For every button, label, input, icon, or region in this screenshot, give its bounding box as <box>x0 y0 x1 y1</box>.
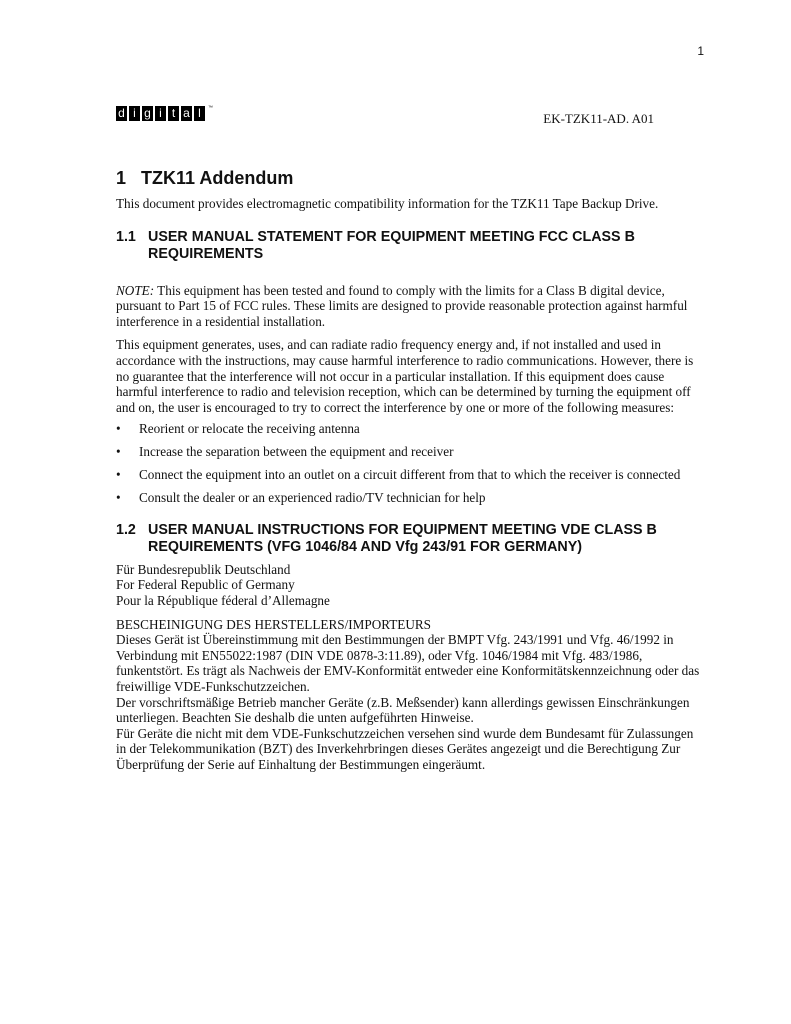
country-list <box>116 562 706 609</box>
section-title: USER MANUAL STATEMENT FOR EQUIPMENT MEETING FCC CLASS B REQUIREMENTS <box>148 228 635 263</box>
list-item-text: Reorient or relocate the receiving antenna <box>139 421 360 437</box>
certificate-paragraph: Dieses Gerät ist Übereinstimmung mit den Bestimmungen der BMPT Vfg. 243/1991 und Vfg. 46/1992 in Verbindung mit EN55022:1987 (DIN VDE 0878-3:11.89), oder Vfg. 1046/1984 mit Vfg. 483/1986, funkentstört. Es trägt als Nachweis der EMV-Konformität entweder eine Konformitätskennzeichnung oder das freiwillige VDE-Funkschutzzeichen. <box>116 632 700 695</box>
list-item <box>116 421 706 437</box>
trademark-symbol: ™ <box>208 105 213 111</box>
measures-list <box>116 421 706 506</box>
section-number: 1.2 <box>116 521 136 538</box>
logo-letter: l <box>194 106 205 121</box>
note-label: NOTE: <box>116 282 155 298</box>
logo-letter: a <box>181 106 192 121</box>
list-item-text: Increase the separation between the equipment and receiver <box>139 444 454 460</box>
intro-paragraph: This document provides electromagnetic compatibility information for the TZK11 Tape Backup Drive. <box>116 196 659 211</box>
logo-letter: g <box>142 106 153 121</box>
list-item <box>116 444 706 460</box>
section-number: 1 <box>116 168 127 188</box>
bullet-icon: • <box>116 467 121 483</box>
section-title: USER MANUAL INSTRUCTIONS FOR EQUIPMENT MEETING VDE CLASS B REQUIREMENTS (VFG 1046/84 AND Vfg 243/91 FOR GERMANY) <box>148 521 657 556</box>
section-number: 1.1 <box>116 228 136 245</box>
list-item-text: Consult the dealer or an experienced radio/TV technician for help <box>139 490 486 506</box>
bullet-icon: • <box>116 421 121 437</box>
manufacturer-certificate <box>116 617 706 773</box>
country-line: For Federal Republic of Germany <box>116 577 295 593</box>
certificate-paragraph: Der vorschriftsmäßige Betrieb mancher Geräte (z.B. Meßsender) kann allerdings gewissen Einschränkungen unterliegen. Beachten Sie deshalb die unten aufgeführten Hinweise. <box>116 694 690 726</box>
certificate-heading: BESCHEINIGUNG DES HERSTELLERS/IMPORTEURS <box>116 616 431 632</box>
country-line: Pour la République féderal d’Allemagne <box>116 593 330 609</box>
list-item <box>116 467 706 483</box>
list-item <box>116 490 706 506</box>
section-1-1-heading <box>116 229 706 264</box>
bullet-icon: • <box>116 490 121 506</box>
digital-logo <box>116 106 213 121</box>
note-text: This equipment has been tested and found to comply with the limits for a Class B digital device, pursuant to Part 15 of FCC rules. These limits are designed to provide reasonable protection against harmful interference in a residential installation. <box>116 282 688 329</box>
bullet-icon: • <box>116 444 121 460</box>
country-line: Für Bundesrepublik Deutschland <box>116 561 291 577</box>
logo-letter: t <box>168 106 179 121</box>
section-1-heading <box>116 166 706 190</box>
certificate-paragraph: Für Geräte die nicht mit dem VDE-Funkschutzzeichen versehen sind wurde dem Bundesamt für Zulassungen in der Telekommunikation (BZT) des Inverkehrbringen dieses Gerätes angezeigt und die Berechtigung Zur Überprüfung der Serie auf Einhaltung der Bestimmungen eingeräumt. <box>116 725 694 773</box>
fcc-paragraph: This equipment generates, uses, and can radiate radio frequency energy and, if not installed and used in accordance with the instructions, may cause harmful interference to radio communications. However, there is no guarantee that the interference will not occur in a particular installation. If this equipment does cause harmful interference to radio and television reception, which can be determined by turning the equipment off and on, the user is encouraged to try to correct the interference by one or more of the following measures: <box>116 337 694 415</box>
section-1-2-heading <box>116 522 706 557</box>
logo-letter: d <box>116 106 127 121</box>
list-item-text: Connect the equipment into an outlet on a circuit different from that to which the receiver is connected <box>139 467 681 483</box>
logo-letter: i <box>129 106 140 121</box>
logo-letter: i <box>155 106 166 121</box>
page-number: 1 <box>697 44 704 58</box>
note-paragraph <box>116 283 706 330</box>
document-body <box>116 166 706 773</box>
section-title: TZK11 Addendum <box>141 168 294 188</box>
document-id: EK-TZK11-AD. A01 <box>543 111 654 126</box>
